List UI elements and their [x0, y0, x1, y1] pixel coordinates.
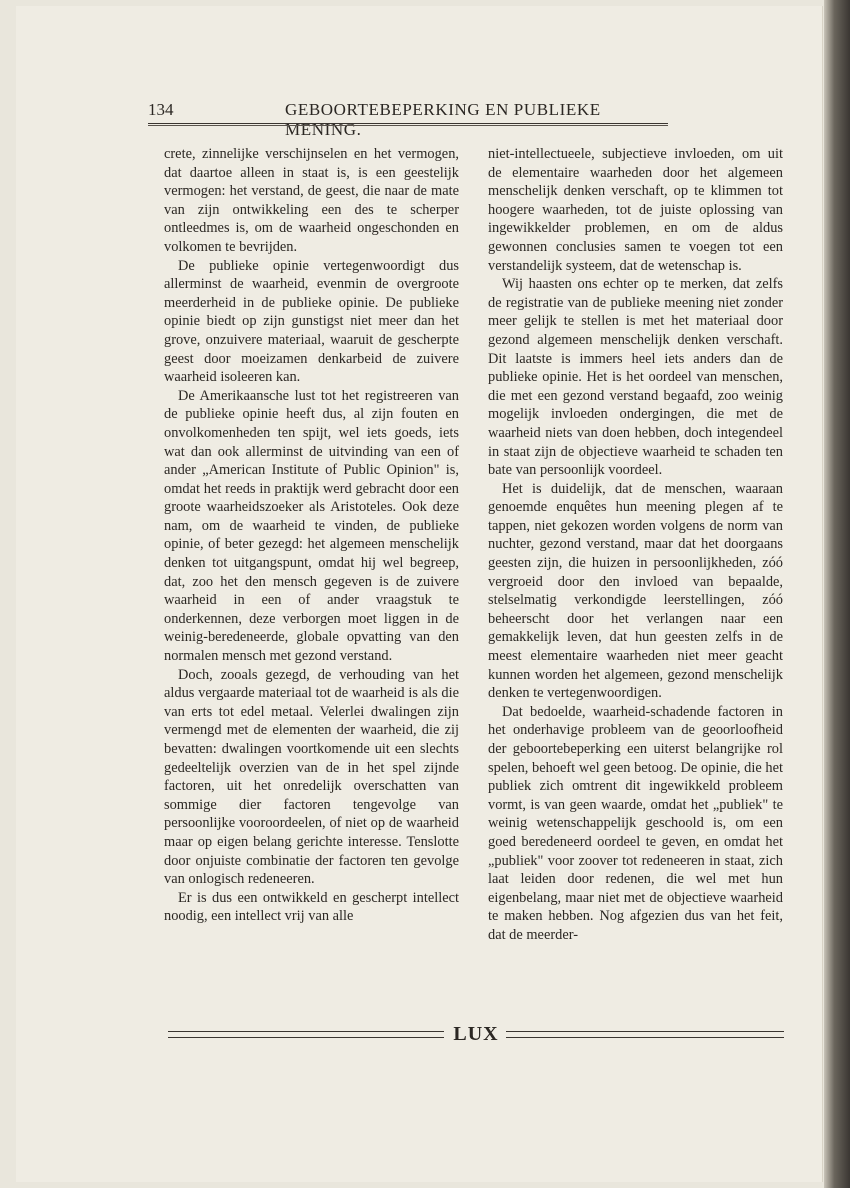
paragraph: Dat bedoelde, waarheid-schadende factoren in het onderhavige probleem van de geoorloofheid der geboortebeperking een uiterst belangrijke rol spelen, behoeft wel geen betoog. De opinie, die het publiek zich omtrent dit ingewikkeld probleem vormt, is van geen waarde, omdat het „publiek" te weinig wetenschappelijk geschoold is, om een goed beredeneerd oordeel te geven, en omdat het „publiek" voor zoover tot redeneeren in staat, zich laat leiden door redenen, die wel met hun eigenbelang, maar niet met de objectieve waarheid te maken hebben. Nog afgezien dus van het feit, dat de meerder-	[488, 703, 783, 943]
header-rule	[148, 123, 668, 124]
header-rule-secondary	[148, 125, 668, 126]
paragraph: De publieke opinie vertegenwoordigt dus allerminst de waarheid, evenmin de overgroote meerderheid in de publieke opinie. De publieke opinie biedt op zijn gunstigst niet meer dan het grove, onzuivere materiaal, waaruit de gescherpte geest door moeizamen denkarbeid de zuivere waarheid isoleeren kan.	[164, 257, 459, 386]
running-title: GEBOORTEBEPERKING EN PUBLIEKE MENING.	[285, 100, 601, 139]
right-column	[488, 145, 783, 945]
running-header	[148, 98, 668, 139]
footer-rule-right	[506, 1031, 784, 1038]
paragraph: crete, zinnelijke verschijnselen en het vermogen, dat daartoe alleen in staat is, is een geestelijk vermogen: het verstand, de geest, die naar de mate van zijn ontwikkeling een des te scherper ontleedmes is, om de waarheid ongeschonden en volkomen te bevrijden.	[164, 146, 459, 255]
paragraph: Wij haasten ons echter op te merken, dat zelfs de registratie van de publieke meening niet zonder meer gelijk te stellen is met het materiaal door gezond algemeen menschelijk denken verschaft. Dit laatste is immers heel iets anders dan de publieke opinie. Het is het oordeel van menschen, die met een gezond verstand begaafd, zoo weinig mogelijk invloeden ondergingen, die met de waarheid niets van doen hebben, doch integendeel in staat zijn de objectieve waarheid te schaden ten bate van persoonlijk voordeel.	[488, 276, 783, 479]
publication-logo: LUX	[453, 1023, 499, 1045]
binding-edge	[824, 0, 850, 1188]
left-column	[164, 145, 459, 926]
paragraph: Er is dus een ontwikkeld en gescherpt intellect noodig, een intellect vrij van alle	[164, 889, 459, 925]
page-number: 134	[148, 100, 174, 119]
paragraph: Het is duidelijk, dat de menschen, waaraan genoemde enquêtes hun meening plegen af te tappen, niet gekozen worden volgens de norm van nuchter, gezond verstand, maar dat het doorgaans geesten zijn, die huizen in persoonlijkheden, zóó vergroeid door den invloed van bepaalde, stelselmatig verkondigde leerstellingen, zóó beheerscht door het verlangen naar een gemakkelijk leven, dat hun geesten zelfs in de meest elementaire waarheden niet meer geacht kunnen worden het algemeen, gezond menschelijk denken te vertegenwoordigen.	[488, 480, 783, 702]
paragraph: niet-intellectueele, subjectieve invloeden, om uit de elementaire waarheden door het algemeen menschelijk denken verschaft, op te klimmen tot hoogere waarheden, tot de juiste oplossing van ingewikkelder problemen, en om de aldus gewonnen conclusies samen te voegen tot een verstandelijk systeem, dat de wetenschap is.	[488, 146, 783, 274]
paragraph: De Amerikaansche lust tot het registreeren van de publieke opinie heeft dus, al zijn fouten en onvolkomenheden ten spijt, wel iets goeds, iets wat dan ook allerminst de uitvinding van een of ander „American Institute of Public Opinion" is, omdat het reeds in praktijk werd gebracht door een groote waarheidszoeker als Aristoteles. Ook deze nam, om de waarheid te vinden, de publieke opinie, of beter gezegd: het algemeen menschelijk denken tot uitgangspunt, omdat hij wel begreep, dat, zoo het den mensch gegeven is de zuivere waarheid in een of ander vraagstuk te onderkennen, deze verborgen moet liggen in de weinig-beredeneerde, globale opvatting van den normalen mensch met gezond verstand.	[164, 387, 459, 665]
paragraph: Doch, zooals gezegd, de verhouding van het aldus vergaarde materiaal tot de waarheid is als die van erts tot edel metaal. Velerlei dwalingen zijn vermengd met de elementen der waarheid, die zij bevatten: dwalingen voortkomende uit een slechts gedeeltelijk overzien van de in het spel zijnde factoren, uit het onredelijk overschatten van sommige dier factoren tengevolge van persoonlijke vooroordeelen, of niet op de waarheid maar op eigen belang gerichte interesse. Tenslotte door onjuiste combinatie der factoren ten gevolge van onlogisch redeneeren.	[164, 666, 459, 888]
footer	[168, 1024, 784, 1046]
footer-rule-left	[168, 1031, 444, 1038]
